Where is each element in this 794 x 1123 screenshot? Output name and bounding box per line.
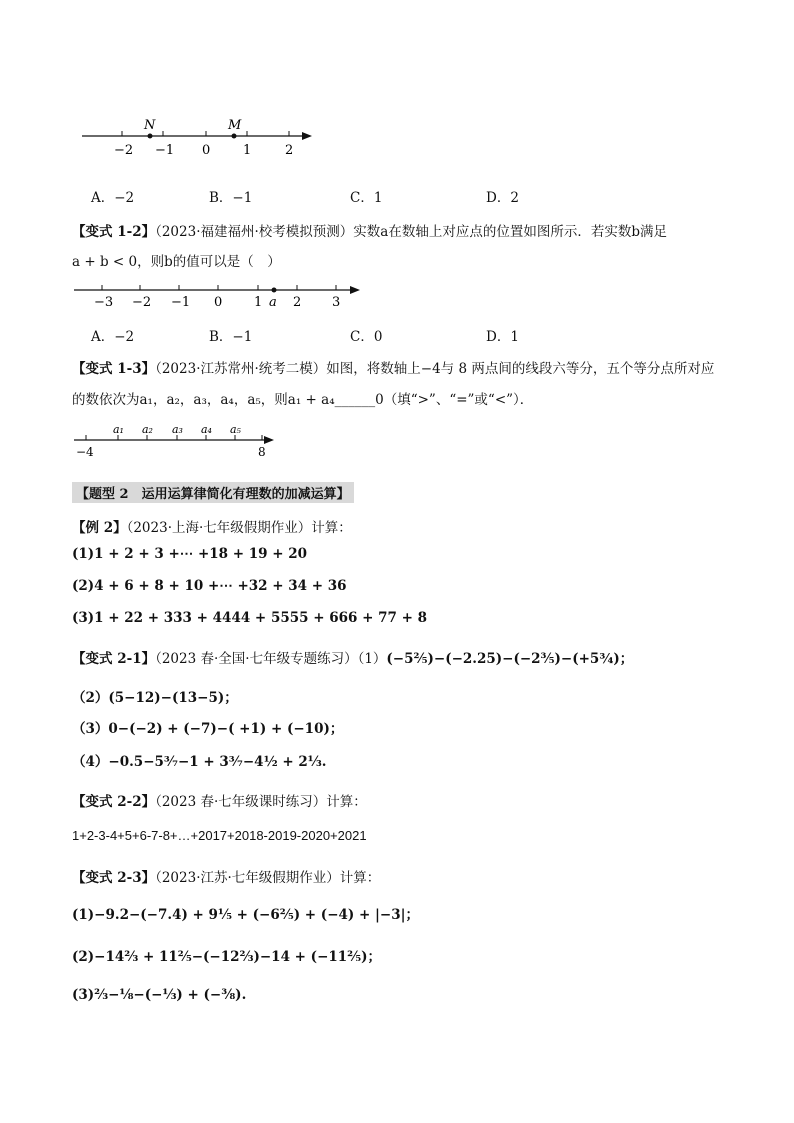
question-1-3-stem-cont: 的数依次为a₁，a₂，a₃，a₄，a₅，则a₁ + a₄______0（填“>”、“=”或“<”）． [72, 392, 534, 408]
numberline-q1 [80, 114, 320, 160]
point-label: a₂ [142, 423, 153, 436]
question-2-3-stem [72, 866, 380, 886]
option-b: B．−1 [209, 190, 253, 206]
question-tag: 【变式 1-3】 [72, 361, 156, 377]
endpoint-label: 8 [258, 445, 266, 459]
question-text: （2023·江苏常州·统考二模）如图，将数轴上−4与 8 两点间的线段六等分，五个等分点所对应 [155, 361, 715, 377]
section-heading: 【题型 2 运用运算律简化有理数的加减运算】 [72, 482, 354, 503]
example-2-item-3: (3)1 + 22 + 333 + 4444 + 5555 + 666 + 77 + 8 [72, 610, 428, 626]
question-1-2-stem-cont: a + b < 0，则b的值可以是（ ） [72, 254, 281, 270]
tick-label: 1 [254, 295, 263, 310]
tick-label: −1 [155, 143, 175, 158]
endpoint-label: −4 [76, 445, 94, 459]
point-label: a₁ [113, 423, 124, 436]
tick-label: 0 [214, 295, 223, 310]
question-2-2-stem [72, 790, 367, 810]
question-2-1-item-3: （3）0−(−2) + (−7)−( +1) + (−10)； [72, 721, 344, 737]
question-tag: 【变式 1-2】 [72, 224, 156, 240]
point-label: a₃ [172, 423, 183, 436]
question-text: （2023 春·全国·七年级专题练习）（1） [155, 651, 387, 667]
question-2-3-item-1: (1)−9.2−(−7.4) + 9⅕ + (−6⅖) + (−4) + |−3|； [72, 907, 420, 923]
option-b: B．−1 [209, 329, 253, 345]
expression: (−5⅖)−(−2.25)−(−2⅗)−(+5¾)； [386, 651, 634, 667]
question-2-1-item-4: （4）−0.5−5³⁄₇−1 + 3³⁄₇−4½ + 2⅓. [72, 754, 327, 770]
point-label-m: M [228, 118, 242, 133]
tick-label: −2 [114, 143, 134, 158]
question-text: （2023·江苏·七年级假期作业）计算： [155, 870, 381, 886]
question-1-3-stem [72, 357, 714, 377]
numberline-q12 [72, 280, 372, 314]
numberline-q13 [72, 420, 292, 462]
question-2-1-stem [72, 647, 633, 667]
question-text: （2023·上海·七年级假期作业）计算： [126, 520, 352, 536]
point-label-a: a [269, 295, 277, 310]
option-d: D．1 [486, 329, 519, 345]
question-2-2-expression: 1+2-3-4+5+6-7-8+…+2017+2018-2019-2020+2021 [72, 828, 367, 843]
question-1-2-stem [72, 220, 667, 240]
tick-label: 1 [243, 143, 252, 158]
tick-label: 0 [202, 143, 211, 158]
question-tag: 【变式 2-1】 [72, 651, 156, 667]
option-c: C．1 [350, 190, 383, 206]
example-2-item-1: (1)1 + 2 + 3 +⋯ +18 + 19 + 20 [72, 546, 308, 562]
point-label: a₄ [201, 423, 212, 436]
tick-label: −1 [171, 295, 191, 310]
tick-label: −3 [94, 295, 114, 310]
point-label-n: N [144, 118, 156, 133]
example-2-item-2: (2)4 + 6 + 8 + 10 +⋯ +32 + 34 + 36 [72, 578, 347, 594]
question-2-3-item-3: (3)⅔−⅛−(−⅓) + (−⅜). [72, 987, 247, 1003]
tick-label: 2 [293, 295, 302, 310]
point-label: a₅ [230, 423, 241, 436]
question-text: （2023 春·七年级课时练习）计算： [155, 794, 367, 810]
example-2-stem [72, 516, 352, 536]
option-a: A．−2 [91, 329, 135, 345]
question-2-3-item-2: (2)−14⅔ + 11⅖−(−12⅔)−14 + (−11⅖)； [72, 949, 382, 965]
tick-label: 2 [285, 143, 294, 158]
question-tag: 【变式 2-2】 [72, 794, 156, 810]
question-tag: 【例 2】 [72, 520, 127, 536]
question-tag: 【变式 2-3】 [72, 870, 156, 886]
tick-label: 3 [332, 295, 341, 310]
option-c: C．0 [350, 329, 383, 345]
option-d: D．2 [486, 190, 519, 206]
question-2-1-item-2: （2）(5−12)−(13−5)； [72, 690, 238, 706]
option-a: A．−2 [91, 190, 135, 206]
tick-label: −2 [132, 295, 152, 310]
question-text: （2023·福建福州·校考模拟预测）实数a在数轴上对应点的位置如图所示．若实数b满足 [155, 224, 667, 240]
